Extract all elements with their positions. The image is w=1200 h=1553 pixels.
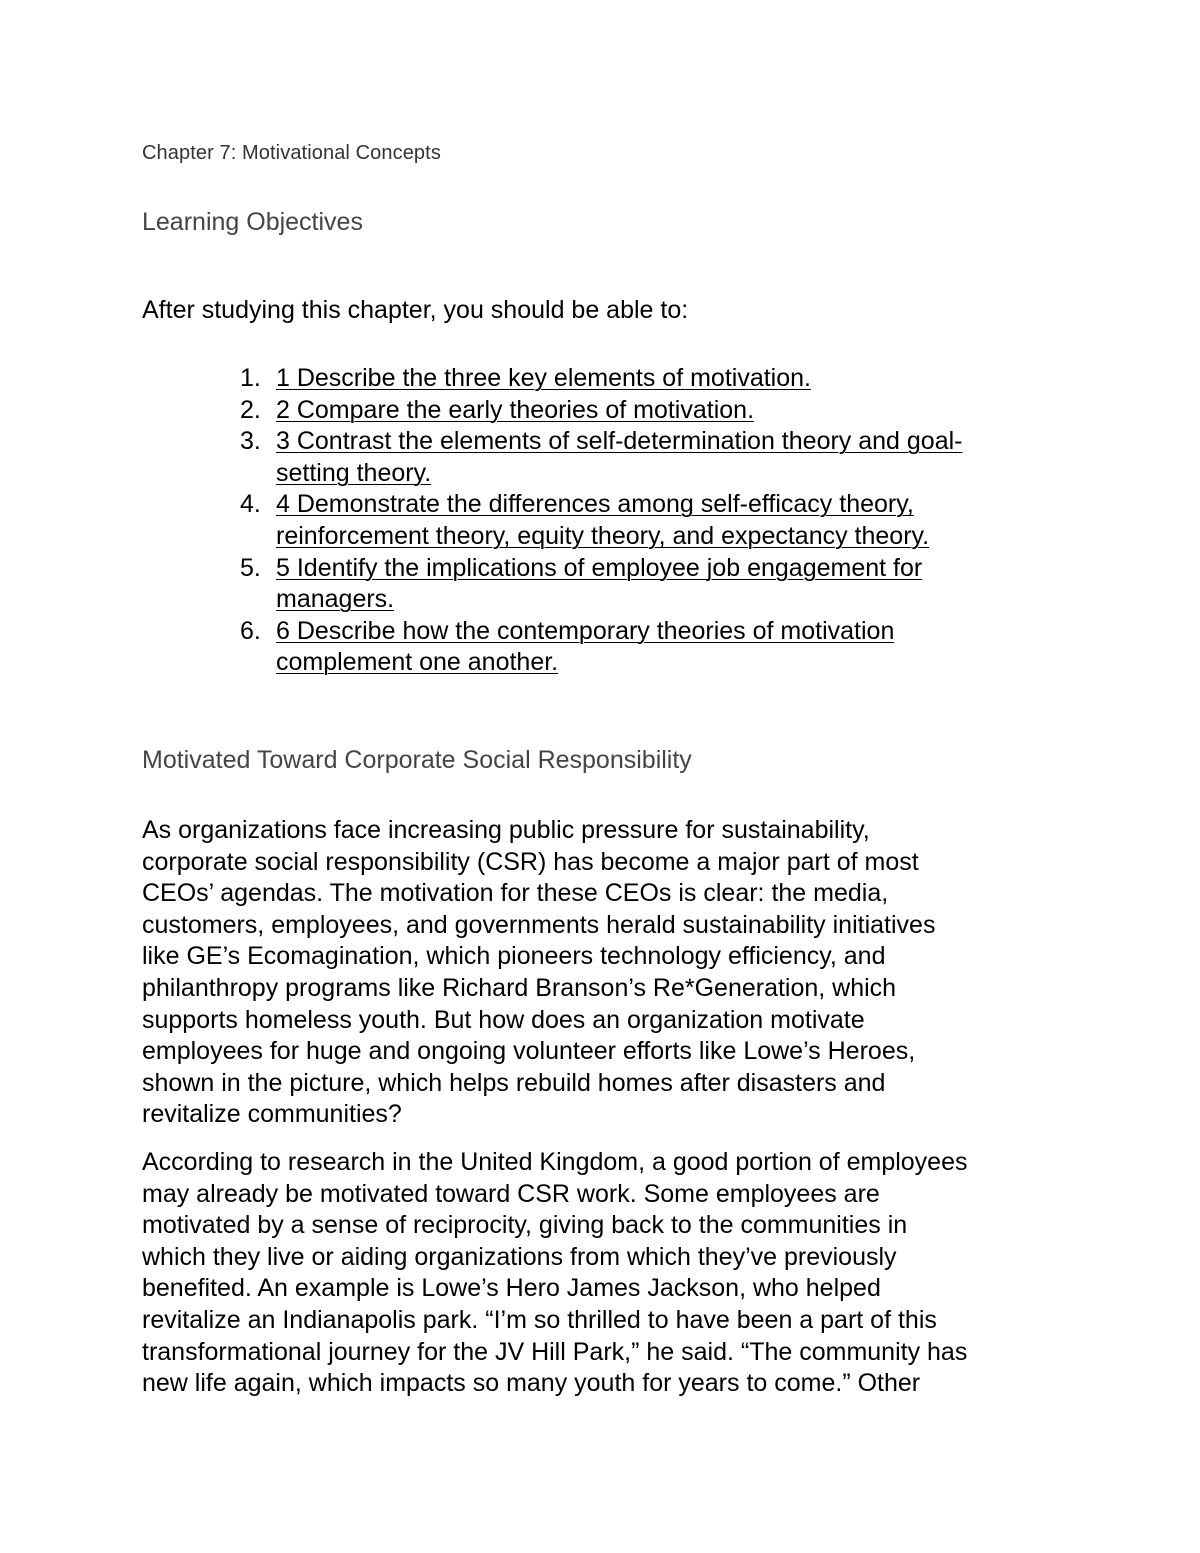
list-item	[240, 553, 1036, 616]
list-number: 4.	[240, 490, 261, 519]
objective-link-4[interactable]: 4 Demonstrate the differences among self-efficacy theory, reinforcement theory, equity theory, and expectancy theory.	[276, 490, 930, 550]
list-number: 3.	[240, 427, 261, 456]
objective-link-6[interactable]: 6 Describe how the contemporary theories of motivation complement one another.	[276, 616, 895, 677]
objectives-intro: After studying this chapter, you should be able to:	[142, 296, 689, 324]
list-number: 6.	[240, 616, 261, 645]
objectives-list	[240, 363, 1036, 679]
list-item	[240, 616, 1036, 679]
list-number: 1.	[240, 364, 261, 392]
list-item	[240, 489, 1036, 552]
body-paragraph-1: As organizations face increasing public pressure for sustainability, corporate social responsibility (CSR) has become a major part of most CEOs’ agendas. The motivation for these CEOs is clear: the media, customers, employees, and governments herald sustainability initiatives like GE’s Ecomagination, which pioneers technology efficiency, and philanthropy programs like Richard Branson’s Re*Generation, which supports homeless youth. But how does an organization motivate employees for huge and ongoing volunteer efforts like Lowe’s Heroes, shown in the picture, which helps rebuild homes after disasters and revitalize communities?	[142, 816, 936, 1129]
list-item	[240, 426, 1036, 489]
body-paragraph-2: According to research in the United Kingdom, a good portion of employees may already be motivated toward CSR work. Some employees are motivated by a sense of reciprocity, giving back to the communities in which they live or aiding organizations from which they’ve previously benefited. An example is Lowe’s Hero James Jackson, who helped revitalize an Indianapolis park. “I’m so thrilled to have been a part of this transformational journey for the JV Hill Park,” he said. “The community has new life again, which impacts so many youth for years to come.” Other	[142, 1148, 968, 1398]
list-item	[240, 395, 1036, 427]
objective-link-5[interactable]: 5 Identify the implications of employee job engagement for managers.	[276, 553, 923, 614]
learning-objectives-heading: Learning Objectives	[142, 208, 363, 236]
csr-section-heading: Motivated Toward Corporate Social Responsibility	[142, 746, 692, 774]
objective-link-2[interactable]: 2 Compare the early theories of motivation.	[276, 395, 755, 424]
objective-link-3[interactable]: 3 Contrast the elements of self-determination theory and goal- setting theory.	[276, 427, 963, 487]
list-number: 2.	[240, 395, 261, 424]
chapter-title: Chapter 7: Motivational Concepts	[142, 142, 441, 164]
list-item	[240, 363, 1036, 395]
objective-link-1[interactable]: 1 Describe the three key elements of motivation.	[276, 364, 811, 392]
list-number: 5.	[240, 553, 261, 582]
